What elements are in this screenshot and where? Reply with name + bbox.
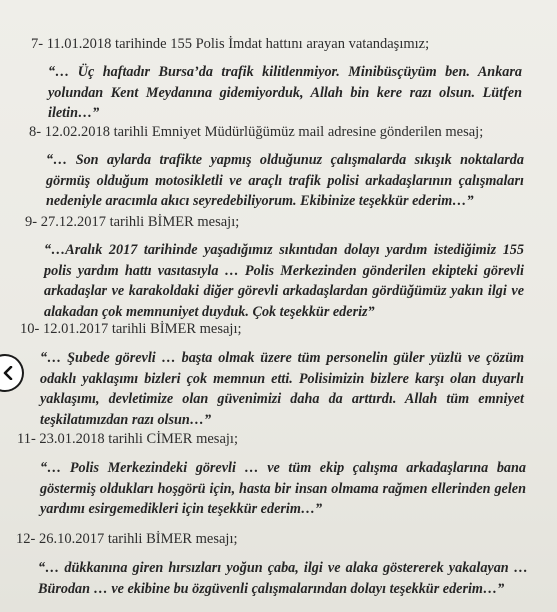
item-header: 9- 27.12.2017 tarihli BİMER mesajı;: [25, 214, 240, 230]
item-quote: “… Polis Merkezindeki görevli … ve tüm ekip çalışma arkadaşlarına bana göstermiş oldukları hoşgörü için, hasta bir insan olmama rağmen ellerinden gelen yardımı esirgemedikleri için teşekkür ederim…”: [40, 460, 526, 517]
chevron-left-icon: [2, 366, 14, 380]
item-quote: “… Şubede görevli … başta olmak üzere tüm personelin güler yüzlü ve çözüm odaklı yaklaşımı bizleri çok memnun etti. Polisimizin bizlere karşı olan duyarlı yaklaşımı, devletimize olan güvenimizi daha da arttırdı. Allah tüm emniyet teşkilatımızdan razı olsun…”: [40, 350, 524, 428]
back-button[interactable]: [0, 356, 22, 390]
item-header: 12- 26.10.2017 tarihli BİMER mesajı;: [16, 531, 238, 547]
item-header: 11- 23.01.2018 tarihli CİMER mesajı;: [17, 431, 238, 447]
item-header: 8- 12.02.2018 tarihli Emniyet Müdürlüğümüz mail adresine gönderilen mesaj;: [29, 124, 484, 140]
item-header: 7- 11.01.2018 tarihinde 155 Polis İmdat hattını arayan vatandaşımız;: [31, 36, 430, 52]
item-header: 10- 12.01.2017 tarihli BİMER mesajı;: [20, 321, 242, 337]
item-quote: “… Üç haftadır Bursa’da trafik kilitlenmiyor. Minibüsçüyüm ben. Ankara yolundan Kent Meydanına gidemiyorduk, Allah bin kere razı olsun. Lütfen iletin…”: [48, 64, 522, 121]
item-quote: “… Son aylarda trafikte yapmış olduğunuz çalışmalarda sıkışık noktalarda görmüş olduğum motosikletli ve araçlı trafik polisi arkadaşlarının çalışmaları nedeniyle aracımla akıcı seyredebiliyorum. Ekibinize teşekkür ederim…”: [46, 152, 524, 209]
item-quote: “…Aralık 2017 tarihinde yaşadığımız sıkıntıdan dolayı yardım istediğimiz 155 polis yardım hattı vasıtasıyla … Polis Merkezinden gönderilen ekipteki görevli arkadaşlar ve karakoldaki diğer görevli arkadaşlardan gördüğümüz yakın ilgi ve alakadan çok memnuniyet duyduk. Çok teşekkür ederiz”: [44, 242, 524, 320]
item-quote: “… dükkanına giren hırsızları yoğun çaba, ilgi ve alaka göstererek yakalayan … Bürodan … ve ekibine bu özgüvenli çalışmalarından dolayı teşekkür ederim…”: [38, 560, 528, 597]
